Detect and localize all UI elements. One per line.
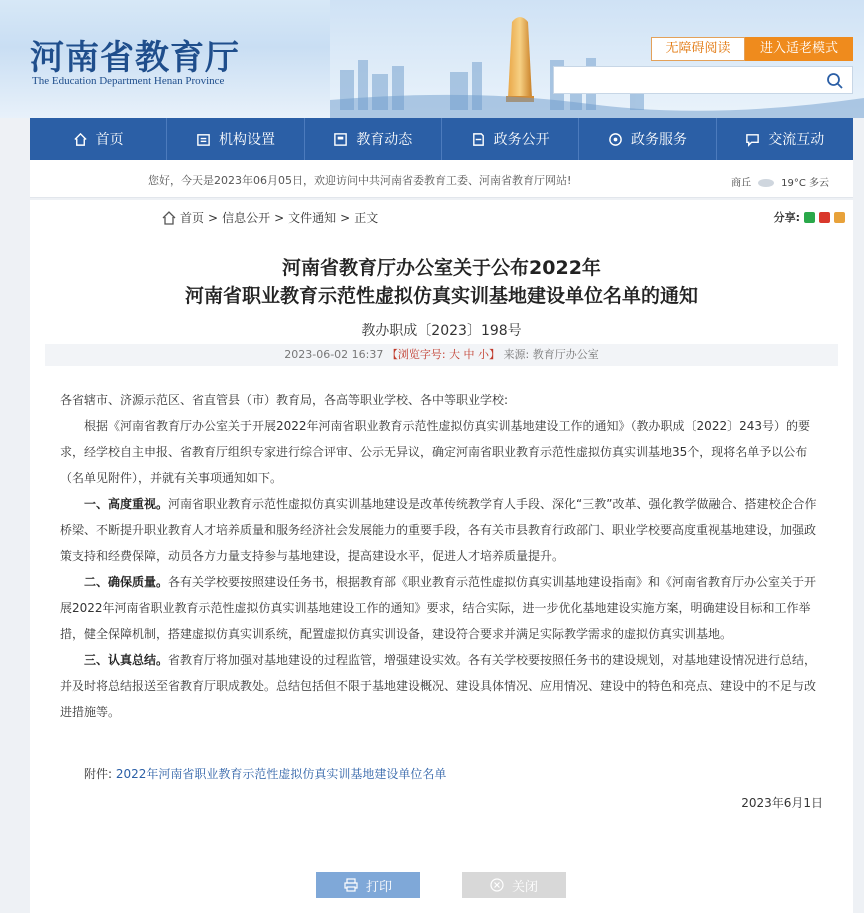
search-icon[interactable] xyxy=(826,72,844,90)
doc-icon xyxy=(471,132,486,147)
font-size-control[interactable]: 【浏览字号: 大 中 小】 xyxy=(386,348,501,361)
service-icon xyxy=(608,132,623,147)
accessibility-reading-button[interactable]: 无障碍阅读 xyxy=(651,37,745,61)
breadcrumb-notices[interactable]: 文件通知 xyxy=(288,211,337,225)
home-icon xyxy=(162,211,176,225)
nav-item-home[interactable] xyxy=(30,118,167,160)
nav-label: 政务服务 xyxy=(630,132,687,148)
paragraph-text: 各有关学校要按照建设任务书，根据教育部《职业教育示范性虚拟仿真实训基地建设指南》和《河南省教育厅办公室关于开展2022年河南省职业教育示范性虚拟仿真实训基地建设工作的通知》要求，结合实际，进一步优化基地建设实施方案，明确建设目标和工作举措，健全保障机制，搭建虚拟仿真实训系统，配置虚拟仿真实训设备，建设符合要求并满足实际教学需求的虚拟仿真实训基地。 xyxy=(60,575,817,641)
close-button[interactable] xyxy=(462,872,566,898)
weather-widget xyxy=(731,174,829,189)
paragraph xyxy=(60,491,824,569)
news-icon xyxy=(333,132,348,147)
title-line-1: 河南省教育厅办公室关于公布2022年 xyxy=(282,257,601,279)
nav-item-news[interactable] xyxy=(305,118,442,160)
article-card xyxy=(30,200,853,913)
salutation: 各省辖市、济源示范区、省直管县（市）教育局，各高等职业学校、各中等职业学校: xyxy=(60,393,509,407)
nav-item-gov-affairs[interactable] xyxy=(442,118,579,160)
nav-label: 首页 xyxy=(95,132,124,148)
paragraph-heading: 二、确保质量。 xyxy=(84,575,169,589)
article-meta xyxy=(45,344,838,366)
paragraph-heading: 三、认真总结。 xyxy=(84,653,169,667)
attachment-label: 附件: xyxy=(84,767,113,781)
breadcrumb-info-public[interactable]: 信息公开 xyxy=(222,211,271,225)
breadcrumb-current: 正文 xyxy=(354,211,379,225)
close-icon xyxy=(490,878,504,892)
share-bar xyxy=(774,209,845,225)
title-line-2: 河南省职业教育示范性虚拟仿真实训基地建设单位名单的通知 xyxy=(184,285,698,307)
attachment-link[interactable]: 2022年河南省职业教育示范性虚拟仿真实训基地建设单位名单 xyxy=(115,767,447,781)
print-label: 打印 xyxy=(365,878,392,894)
search-box xyxy=(553,66,853,94)
document-number: 教办职成〔2023〕198号 xyxy=(361,323,522,339)
site-logo-title[interactable]: 河南省教育厅 xyxy=(30,38,240,78)
article-source: 来源: 教育厅办公室 xyxy=(503,348,599,361)
paragraph: 根据《河南省教育厅办公室关于开展2022年河南省职业教育示范性虚拟仿真实训基地建设工作的通知》（教办职成〔2022〕243号）的要求，经学校自主申报、省教育厅组织专家进行综合评审、公示无异议，确定河南省职业教育示范性虚拟仿真实训基地35个，现将名单予以公布（名单见附件），并就有关事项通知如下。 xyxy=(60,419,810,485)
print-button[interactable] xyxy=(316,872,420,898)
welcome-text: 您好，今天是2023年06月05日，欢迎访问中共河南省委教育工委、河南省教育厅网站! xyxy=(148,174,572,187)
paragraph-heading: 一、高度重视。 xyxy=(84,497,169,511)
printer-icon xyxy=(344,878,358,892)
welcome-bar xyxy=(30,160,853,198)
nav-item-interaction[interactable] xyxy=(717,118,853,160)
nav-item-gov-service[interactable] xyxy=(579,118,716,160)
nav-label: 机构设置 xyxy=(218,132,275,148)
weather-city: 商丘 xyxy=(731,178,752,189)
article-body xyxy=(60,387,824,725)
breadcrumb-home[interactable]: 首页 xyxy=(180,211,205,225)
search-input[interactable] xyxy=(554,67,814,93)
paragraph-text: 河南省职业教育示范性虚拟仿真实训基地建设是改革传统教学育人手段、深化“三教”改革、强化教学做融合、搭建校企合作桥梁、不断提升职业教育人才培养质量和服务经济社会发展能力的重要手段，各有关市县教育行政部门、职业学校要高度重视基地建设，加强政策支持和经费保障，动员各方力量支持参与基地建设，提高建设水平，促进人才培养质量提升。 xyxy=(60,497,817,563)
breadcrumb xyxy=(162,209,378,226)
paragraph-text: 省教育厅将加强对基地建设的过程监管，增强建设实效。各有关学校要按照任务书的建设规划，对基地建设情况进行总结，并及时将总结报送至省教育厅职成教处。总结包括但不限于基地建设概况、建设具体情况、应用情况、建设中的特色和亮点、建设中的不足与改进措施等。 xyxy=(60,653,817,719)
attachment-row xyxy=(84,765,446,782)
nav-label: 交流互动 xyxy=(768,132,825,148)
main-nav xyxy=(30,118,853,160)
home-icon xyxy=(73,132,88,147)
qzone-share-icon[interactable] xyxy=(834,212,845,223)
weather-temp: 19°C 多云 xyxy=(781,178,829,189)
paragraph xyxy=(60,569,824,647)
site-logo-subtitle: The Education Department Henan Province xyxy=(32,75,225,87)
share-label: 分享: xyxy=(773,211,800,224)
breadcrumb-sep: > xyxy=(208,210,219,225)
site-header xyxy=(0,0,864,118)
org-icon xyxy=(196,132,211,147)
cloud-icon xyxy=(757,177,775,187)
chat-icon xyxy=(745,132,760,147)
close-label: 关闭 xyxy=(511,878,538,894)
breadcrumb-sep: > xyxy=(274,210,285,225)
signature-date: 2023年6月1日 xyxy=(741,796,823,810)
weibo-share-icon[interactable] xyxy=(819,212,830,223)
wechat-share-icon[interactable] xyxy=(804,212,815,223)
nav-label: 政务公开 xyxy=(493,132,550,148)
elder-mode-button[interactable]: 进入适老模式 xyxy=(745,37,853,61)
breadcrumb-sep: > xyxy=(340,210,351,225)
nav-label: 教育动态 xyxy=(356,132,413,148)
article-title xyxy=(30,254,853,310)
paragraph xyxy=(60,647,824,725)
nav-item-organization[interactable] xyxy=(167,118,304,160)
publish-date: 2023-06-02 16:37 xyxy=(284,348,384,361)
